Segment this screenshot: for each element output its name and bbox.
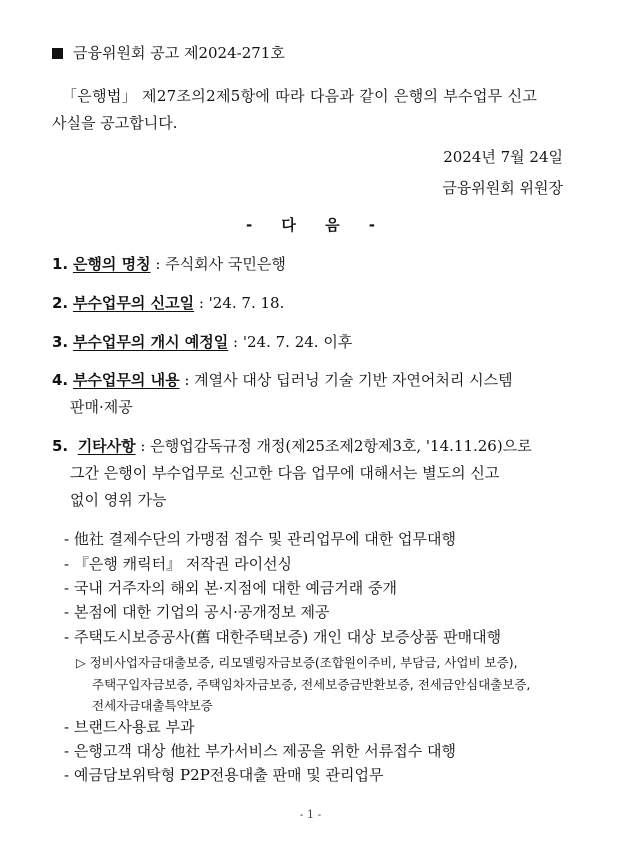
list-item: - 본점에 대한 기업의 공시·공개정보 제공 [64, 603, 330, 621]
notice-title: 금융위원회 공고 제2024-271호 [52, 42, 285, 63]
list-item: - 예금담보위탁형 P2P전용대출 판매 및 관리업무 [64, 766, 384, 784]
item-5-value-cont: 그간 은행이 부수업무로 신고한 다음 업무에 대해서는 별도의 신고 [70, 464, 500, 482]
item-1: 1. 은행의 명칭 : 주식회사 국민은행 [52, 255, 286, 273]
intro-line-1: 「은행법」 제27조의2제5항에 따라 다음과 같이 은행의 부수업무 신고 [62, 87, 538, 105]
intro-line-2: 사실을 공고합니다. [52, 114, 178, 132]
list-item: - 국내 거주자의 해외 본·지점에 대한 예금거래 중개 [64, 579, 398, 597]
item-2-label: 부수업무의 신고일 [72, 294, 195, 312]
triangle-right-icon: ▷ [76, 655, 86, 670]
item-1-value: 주식회사 국민은행 [165, 255, 286, 273]
item-3-value: '24. 7. 24. 이후 [242, 333, 353, 351]
item-3-label: 부수업무의 개시 예정일 [72, 333, 229, 351]
item-2-value: '24. 7. 18. [208, 294, 285, 312]
item-1-label: 은행의 명칭 [72, 255, 151, 273]
section-heading: - 다 음 - [245, 216, 376, 234]
item-5-label: 기타사항 [77, 437, 136, 455]
notice-signer: 금융위원회 위원장 [442, 179, 563, 197]
sub-bullet: ▷ 정비사업자금대출보증, 리모델링자금보증(조합원이주비, 부담금, 사업비 보증), [76, 655, 518, 670]
item-4-value: 계열사 대상 딥러닝 기술 기반 자연어처리 시스템 [194, 371, 513, 389]
sub-bullet-line-3: 전세자금대출특약보증 [92, 698, 213, 713]
list-item: - 他社 결제수단의 가맹점 접수 및 관리업무에 대한 업무대행 [64, 530, 457, 548]
list-item: - 주택도시보증공사(舊 대한주택보증) 개인 대상 보증상품 판매대행 [64, 628, 502, 646]
item-5-value-cont-2: 없이 영위 가능 [70, 491, 167, 509]
square-bullet-icon [52, 48, 63, 59]
item-4: 4. 부수업무의 내용 : 계열사 대상 딥러닝 기술 기반 자연어처리 시스템 [52, 371, 513, 389]
item-4-label: 부수업무의 내용 [72, 371, 180, 389]
sub-bullet-line-2: 주택구입자금보증, 주택임차자금보증, 전세보증금반환보증, 전세금안심대출보증, [92, 677, 531, 692]
page-number: - 1 - [299, 808, 322, 821]
item-4-value-cont: 판매·제공 [70, 398, 133, 416]
list-item: - 『은행 캐릭터』 저작권 라이선싱 [64, 555, 293, 573]
list-item: - 브랜드사용료 부과 [64, 718, 195, 736]
list-item: - 은행고객 대상 他社 부가서비스 제공을 위한 서류접수 대행 [64, 742, 457, 760]
item-5-value: 은행업감독규정 개정(제25조제2항제3호, '14.11.26)으로 [150, 437, 532, 455]
item-3: 3. 부수업무의 개시 예정일 : '24. 7. 24. 이후 [52, 333, 353, 351]
notice-date: 2024년 7월 24일 [443, 148, 563, 166]
item-5: 5. 기타사항 : 은행업감독규정 개정(제25조제2항제3호, '14.11.26)으로 [52, 437, 532, 455]
item-2: 2. 부수업무의 신고일 : '24. 7. 18. [52, 294, 285, 312]
